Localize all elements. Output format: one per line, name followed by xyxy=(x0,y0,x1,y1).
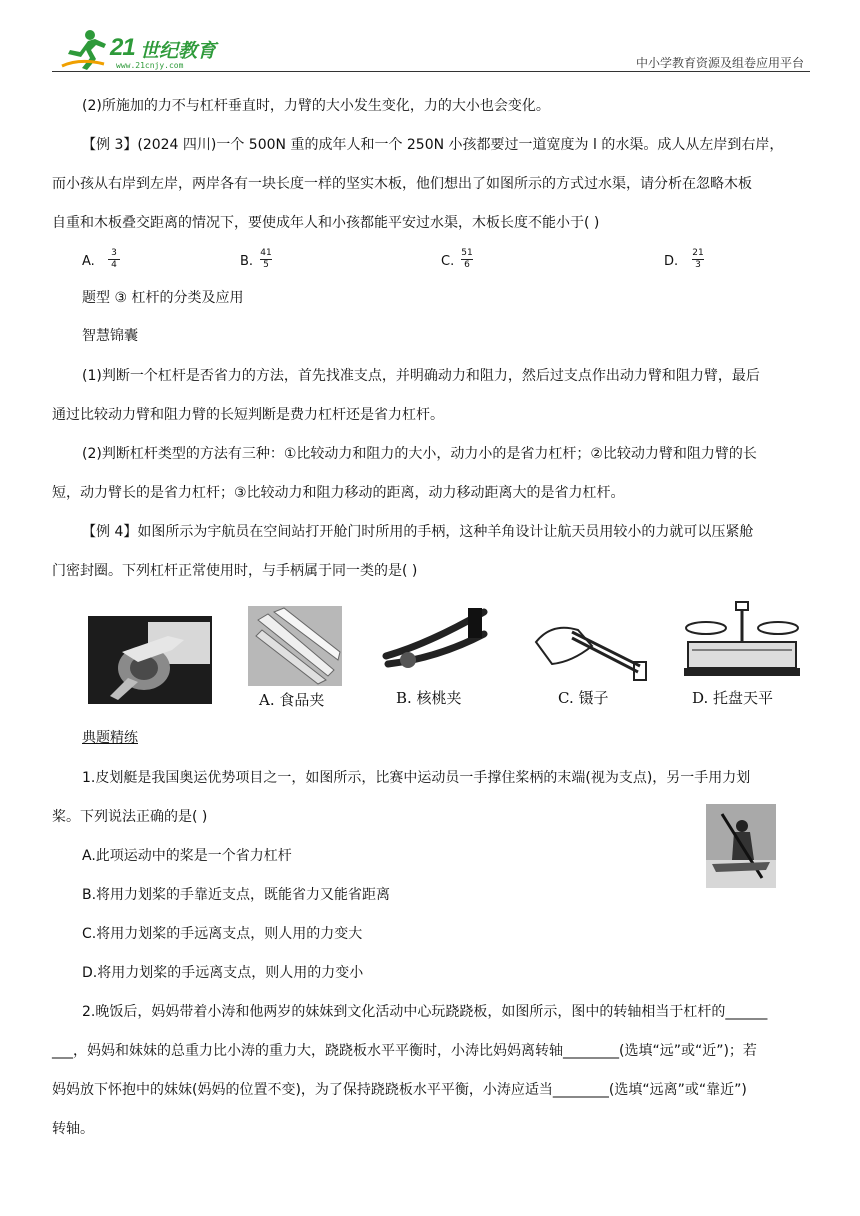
question1-option-d: D.将用力划桨的手远离支点，则人用的力变小 xyxy=(82,965,364,981)
logo-text: 世纪教育 xyxy=(140,40,217,62)
wisdom2-line1: (2)判断杠杆类型的方法有三种：①比较动力和阻力的大小，动力小的是省力杠杆；②比较动力臂和阻力臂的长 xyxy=(82,446,757,462)
runner-logo-icon xyxy=(60,28,110,72)
option-d-fraction xyxy=(688,248,708,271)
nutcracker-photo xyxy=(378,604,490,682)
option-b-numerator: 41 xyxy=(260,248,272,258)
caption-food-tongs: A. 食品夹 xyxy=(259,691,325,709)
option-a-numerator: 3 xyxy=(111,248,117,258)
example4-line2: 门密封圈。下列杠杆正常使用时，与手柄属于同一类的是( ) xyxy=(52,563,418,579)
food-tongs-photo xyxy=(248,606,342,686)
header-divider xyxy=(52,71,810,72)
wisdom1-line1: (1)判断一个杠杆是否省力的方法，首先找准支点，并明确动力和阻力，然后过支点作出动力臂和阻力臂，最后 xyxy=(82,368,760,384)
example4-line1: 【例 4】如图所示为宇航员在空间站打开舱门时所用的手柄，这种羊角设计让航天员用较小的力就可以压紧舱 xyxy=(82,524,754,540)
option-b-fraction xyxy=(256,248,276,271)
wisdom2-line2: 短，动力臂长的是省力杠杆；③比较动力和阻力移动的距离，动力移动距离大的是省力杠杆。 xyxy=(52,485,625,501)
topic-heading: 题型 ③ 杠杆的分类及应用 xyxy=(82,290,244,306)
page-header xyxy=(52,28,810,74)
question2-line4: 转轴。 xyxy=(52,1121,94,1137)
option-b-label: B. xyxy=(240,254,254,269)
option-d-denominator: 3 xyxy=(695,260,701,270)
option-a-denominator: 4 xyxy=(111,260,117,270)
question1-option-c: C.将用力划桨的手远离支点，则人用的力变大 xyxy=(82,926,363,942)
question2-line3: 妈妈放下怀抱中的妹妹(妈妈的位置不变)，为了保持跷跷板水平平衡，小涛应适当________(选填“远离”或“靠近”) xyxy=(52,1082,747,1098)
example3-line2: 而小孩从右岸到左岸，两岸各有一块长度一样的坚实木板，他们想出了如图所示的方式过水渠，请分析在忽略木板 xyxy=(52,176,752,192)
caption-pan-balance: D. 托盘天平 xyxy=(692,689,774,707)
example3-line1: 【例 3】(2024 四川)一个 500N 重的成年人和一个 250N 小孩都要过一道宽度为 l 的水渠。成人从左岸到右岸， xyxy=(82,137,784,153)
tweezers-photo xyxy=(522,602,654,682)
caption-tweezers: C. 镊子 xyxy=(558,689,609,707)
question2-line1: 2.晚饭后，妈妈带着小涛和他两岁的妹妹到文化活动中心玩跷跷板，如图所示，图中的转轴相当于杠杆的______ xyxy=(82,1004,768,1020)
example3-line3: 自重和木板叠交距离的情况下，要使成年人和小孩都能平安过水渠，木板长度不能小于( ) xyxy=(52,215,600,231)
option-a-fraction xyxy=(104,248,124,271)
paragraph-force-arm: (2)所施加的力不与杠杆垂直时，力臂的大小发生变化，力的大小也会变化。 xyxy=(82,98,550,114)
kayak-photo xyxy=(706,804,776,888)
option-d-label: D. xyxy=(664,254,679,269)
option-c-denominator: 6 xyxy=(464,260,470,270)
wisdom1-line2: 通过比较动力臂和阻力臂的长短判断是费力杠杆还是省力杠杆。 xyxy=(52,407,444,423)
platform-name: 中小学教育资源及组卷应用平台 xyxy=(635,56,804,70)
option-a-label: A. xyxy=(82,254,95,269)
question1-option-a: A.此项运动中的桨是一个省力杠杆 xyxy=(82,848,292,864)
wisdom-heading: 智慧锦囊 xyxy=(82,328,138,344)
option-c-numerator: 51 xyxy=(461,248,473,258)
logo-url: www.21cnjy.com xyxy=(116,61,184,70)
pan-balance-photo xyxy=(682,598,802,684)
practice-heading: 典题精练 xyxy=(82,730,138,746)
caption-nutcracker: B. 核桃夹 xyxy=(396,689,462,707)
option-c-label: C. xyxy=(441,254,455,269)
question1-line1: 1.皮划艇是我国奥运优势项目之一，如图所示，比赛中运动员一手撑住桨柄的末端(视为支点)，另一手用力划 xyxy=(82,770,751,786)
hatch-handle-photo xyxy=(88,616,212,704)
option-c-fraction xyxy=(457,248,477,271)
question1-line2: 桨。下列说法正确的是( ) xyxy=(52,809,208,825)
question2-line2: ___，妈妈和妹妹的总重力比小涛的重力大，跷跷板水平平衡时，小涛比妈妈离转轴________(选填“远”或“近”)；若 xyxy=(52,1043,757,1059)
option-b-denominator: 5 xyxy=(263,260,269,270)
option-d-numerator: 21 xyxy=(692,248,704,258)
site-logo[interactable] xyxy=(60,28,260,72)
question1-option-b: B.将用力划桨的手靠近支点，既能省力又能省距离 xyxy=(82,887,391,903)
logo-number: 21 xyxy=(110,34,135,61)
